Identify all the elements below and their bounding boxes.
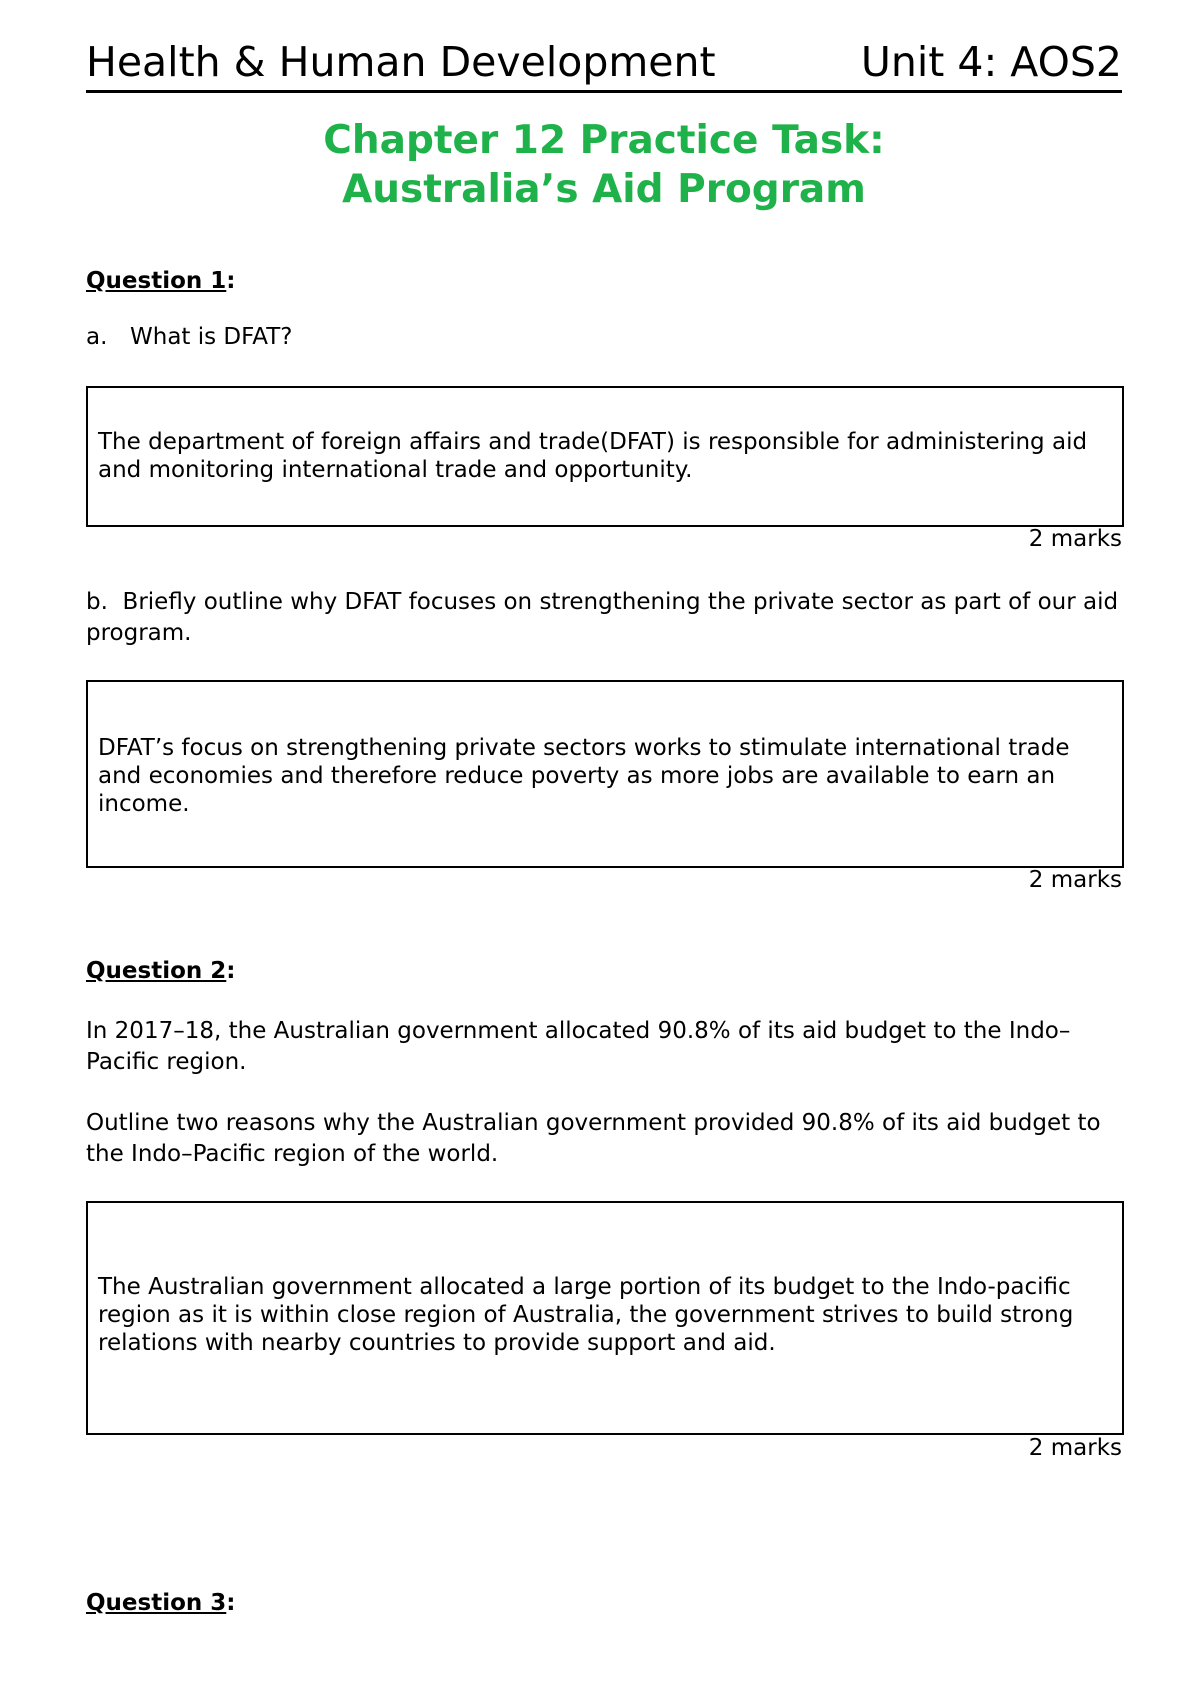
marks-1a: 2 marks [1028,526,1122,552]
question-1-label: Question 1 [86,268,227,294]
question-1a-prompt [86,322,1126,353]
question-2-intro: In 2017–18, the Australian government allocated 90.8% of its aid budget to the Indo–Pacific region. [86,1018,1071,1075]
question-1b-prompt [86,587,1126,649]
marks-1b: 2 marks [1028,867,1122,893]
question-1b-letter: b. [86,589,108,615]
page-header [86,36,1122,93]
question-2-heading [86,958,235,984]
unit-label: Unit 4: AOS2 [860,38,1122,86]
page-title [86,116,1122,214]
title-line-2: Australia’s Aid Program [342,167,866,212]
question-1-colon: : [226,268,236,294]
question-3-heading [86,1590,235,1616]
question-1-heading [86,268,235,294]
question-1a-text: What is DFAT? [130,324,293,350]
question-1b-text: Briefly outline why DFAT focuses on strengthening the private sector as part of our aid program. [86,589,1119,646]
answer-1b-text: DFAT’s focus on strengthening private sectors works to stimulate international trade and economies and therefore reduce poverty as more jobs are available to earn an income. [98,735,1070,817]
question-1a-letter: a. [86,324,108,350]
marks-2: 2 marks [1028,1435,1122,1461]
question-3-label: Question 3 [86,1590,227,1616]
question-2-prompt: Outline two reasons why the Australian government provided 90.8% of its aid budget to the Indo–Pacific region of the world. [86,1110,1101,1167]
subject-title: Health & Human Development [86,38,716,86]
answer-1a-text: The department of foreign affairs and trade(DFAT) is responsible for administering aid and monitoring international trade and opportunity. [98,429,1088,483]
question-2-colon: : [226,958,236,984]
answer-box-2 [86,1201,1124,1435]
question-2-label: Question 2 [86,958,227,984]
answer-2-text: The Australian government allocated a large portion of its budget to the Indo-pacific region as it is within close region of Australia, the government strives to build strong relations with nearby countries to provide support and aid. [98,1274,1074,1356]
title-line-1: Chapter 12 Practice Task: [323,118,885,163]
answer-box-1b [86,680,1124,868]
answer-box-1a [86,386,1124,527]
question-3-colon: : [226,1590,236,1616]
